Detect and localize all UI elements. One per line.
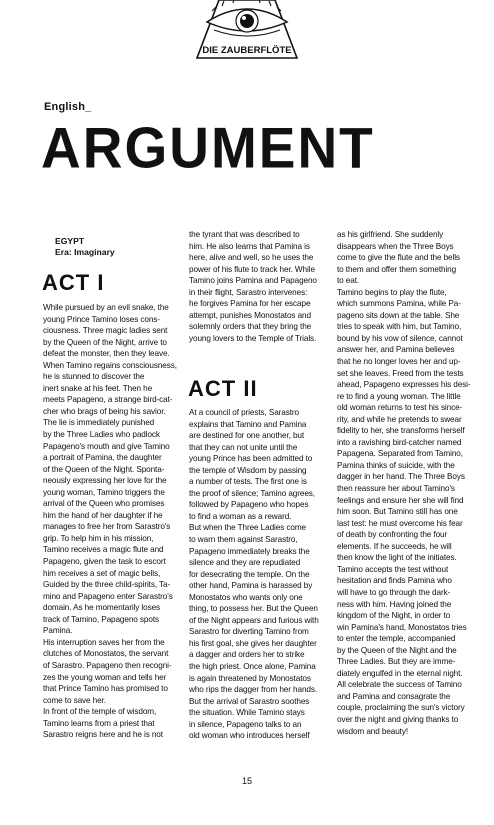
- act-one-text: While pursued by an evil snake, the young Prince Tamino loses cons- ciousness. Three magic ladies sent by the Queen of the Night, arrive to defeat the monster, then they leave. When Tamino regains consciousness, he is stunned to discover the inert snake at his feet. Then he meets Papageno, a strange bird-cat- cher who brags of being his savior. The lie is immediately punished by the Three Ladies who padlock Papageno's mouth and give Tamino a portrait of Pamina, the daughter of the Queen of the Night. Sponta- neously expressing her love for the young woman, Tamino triggers the arrival of the Queen who promises him the hand of her daughter if he manages to free her from Sarastro's grip. To help him in his mission, Tamino receives a magic flute and Papageno, given the task to escort him receives a set of magic bells, Guided by the three child-spirits, Ta- mino and Papageno enter Sarastro's domain. As he momentarily loses track of Tamino, Papageno spots Pamina. His interruption saves her from the clutches of Monostatos, the servant of Sarastro. Papageno then recogni- zes the young woman and tells her that Prince Tamino has promised to come to save her. In front of the temple of wisdom, Tamino learns from a priest that Sarastro reigns here and he is not: [43, 303, 177, 740]
- setting-info: [55, 236, 115, 258]
- logo-text: DIE ZAUBERFLÖTE: [202, 45, 292, 56]
- page-title: ARGUMENT: [41, 114, 375, 180]
- era-label: Era: Imaginary: [55, 247, 115, 257]
- page-number: 15: [241, 776, 252, 786]
- act-one-continued-text: the tyrant that was described to him. He also learns that Pamina is here, alive and well, so he uses the power of his flute to track her. While Tamino joins Pamina and Papageno in their flight, Sarastro intervenes: he forgives Pamina for her escape attempt, punishes Monostatos and solemnly orders that they bring the young lovers to the Temple of Trials.: [189, 230, 317, 343]
- logo-emblem: [0, 0, 494, 64]
- act-two-heading: ACT II: [188, 376, 258, 401]
- act-two-continued-text: as his girlfriend. She suddenly disappears when the Three Boys come to give the flute and the bells to them and offer them something to eat. Tamino begins to play the flute, which summons Pamina, while Pa- pageno sits down at the table. She tries to speak with him, but Tamino, bound by his vow of silence, cannot answer her, and Pamina believes that he no longer loves her and up- set she leaves. Freed from the tests ahead, Papageno expresses his desi- re to find a young woman. The little old woman returns to test his since- rity, and while he pretends to swear fidelity to her, she transforms herself into a ravishing bird-catcher named Papagena. Separated from Tamino, Pamina thinks of suicide, with the dagger in her hand. The Three Boys then reassure her about Tamino's feelings and ensure her she will find him soon. But Tamino still has one last test: he must overcome his fear of death by confronting the four elements. If he succeeds, he will then know the light of the initiates. Tamino accepts the test without hesitation and finds Pamina who will have to go through the dark- ness with him. Having joined the kingdom of the Night, in order to win Pamina's hand, Monostatos tries to enter the temple, accompanied by the Queen of the Night and the Three Ladies. But they are imme- diately engulfed in the eternal night. All celebrate the success of Tamino and Pamina and consagrate the couple, proclaiming the sun's victory over the night and giving thanks to wisdom and beauty!: [337, 230, 471, 736]
- act-one-heading: ACT I: [42, 270, 105, 295]
- place-label: EGYPT: [55, 236, 85, 246]
- act-two-text: At a council of priests, Sarastro explains that Tamino and Pamina are destined for one another, but that they can not unite until the young Prince has been admitted to the temple of Wisdom by passing a number of tests. The first one is the proof of silence; Tamino agrees, followed by Papageno who hopes to find a woman as a reward. But when the Three Ladies come to warn them against Sarastro, Papageno immediately breaks the silence and they are repudiated for desecrating the temple. On the other hand, Pamina is harassed by Monostatos who wants only one thing, to possess her. But the Queen of the Night appears and furious with Sarastro for diverting Tamino from his first goal, she gives her daughter a dagger and orders her to strike the high priest. Once alone, Pamina is again threatened by Monostatos who rips the dagger from her hands. But the arrival of Sarastro soothes the situation. While Tamino stays in silence, Papageno talks to an old woman who introduces herself: [189, 408, 319, 741]
- language-label: English_: [44, 101, 92, 113]
